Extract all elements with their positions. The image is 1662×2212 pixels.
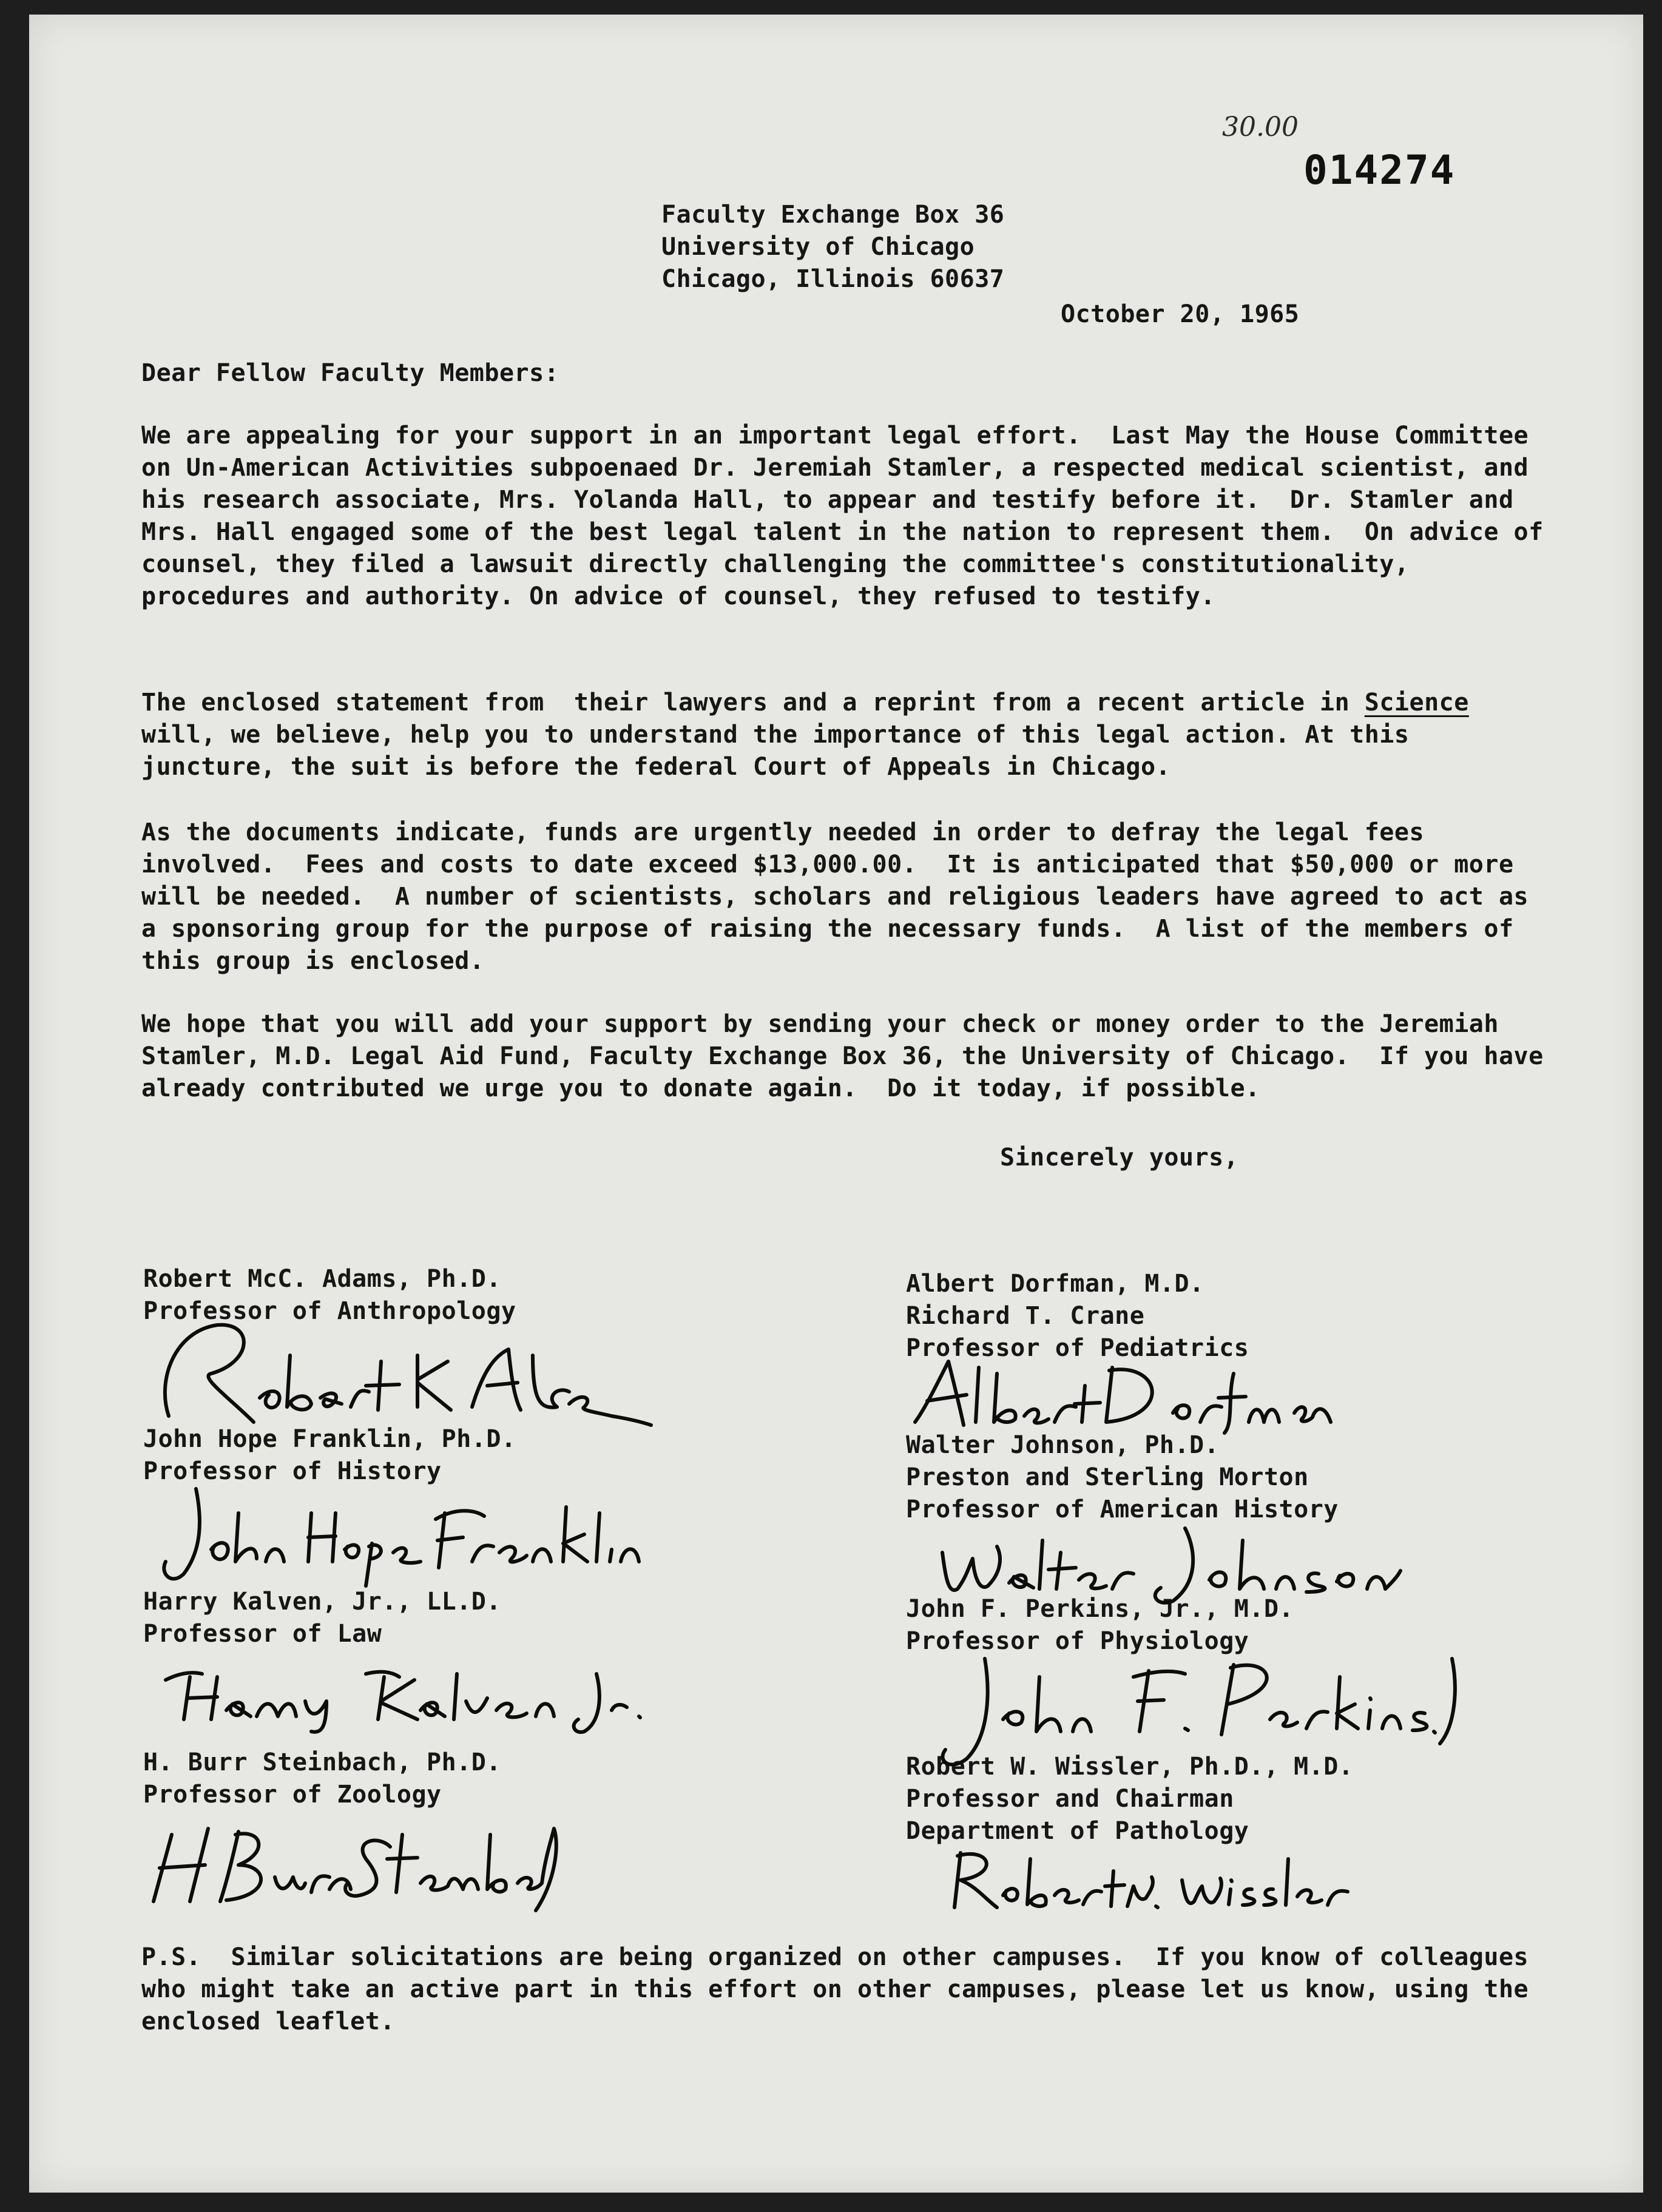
signatory-name-perkins: John F. Perkins, Jr., M.D. [906,1595,1294,1623]
paragraph-2 [141,687,1549,783]
paragraph-1: We are appealing for your support in an important legal effort. Last May the House Committee on Un-American Activities subpoenaed Dr. Jeremiah Stamler, a respected medical scientist, and his research associate, Mrs. Yolanda Hall, to appear and testify before it. Dr. Stamler and Mrs. Hall engaged some of the best legal talent in the nation to represent them. On advice of counsel, they filed a lawsuit directly challenging the committee's constitutionality, procedures and authority. On advice of counsel, they refused to testify. [141,422,1559,610]
document-number: 014274 [1303,147,1456,194]
signatory-title-kalven: Professor of Law [143,1620,382,1648]
signatory-title-dorfman-2: Professor of Pediatrics [906,1334,1249,1362]
signatory-name-wissler: Robert W. Wissler, Ph.D., M.D. [906,1753,1354,1781]
signatory-title-adams: Professor of Anthropology [143,1297,516,1325]
signatory-title-johnson-1: Preston and Sterling Morton [906,1463,1309,1491]
signatory-title-johnson-2: Professor of American History [906,1495,1339,1523]
signature-steinbach [147,1810,560,1914]
signatory-title-wissler-2: Department of Pathology [906,1817,1249,1845]
return-address-line1: Faculty Exchange Box 36 [661,201,1005,229]
science-journal-underlined: Science [1364,689,1469,717]
signature-dorfman [906,1349,1343,1434]
return-address-line2: University of Chicago [661,233,975,261]
signatory-title-franklin: Professor of History [143,1457,442,1485]
signatory-title-dorfman-1: Richard T. Crane [906,1302,1145,1330]
closing: Sincerely yours, [1000,1144,1239,1172]
signature-franklin [154,1477,651,1592]
handwritten-pencil-note: 30.00 [1222,112,1299,143]
letter-page [29,15,1643,2193]
signatory-title-wissler-1: Professor and Chairman [906,1785,1234,1813]
paragraph-3: As the documents indicate, funds are urgently needed in order to defray the legal fees involved. Fees and costs to date exceed $13,000.00. It is anticipated that $50,000 or more will be needed. A number of scientists, scholars and religious leaders have agreed to act as a sponsoring group for the purpose of raising the necessary funds. A list of the members of this group is enclosed. [141,818,1544,975]
signatory-name-kalven: Harry Kalven, Jr., LL.D. [143,1588,501,1616]
paragraph-4: We hope that you will add your support by sending your check or money order to the Jeremiah Stamler, M.D. Legal Aid Fund, Faculty Exchange Box 36, the University of Chicago. If you have already contributed we urge you to donate again. Do it today, if possible. [141,1010,1559,1102]
signatory-title-steinbach: Professor of Zoology [143,1781,442,1809]
signatory-name-franklin: John Hope Franklin, Ph.D. [143,1425,516,1453]
paragraph-2-after: will, we believe, help you to understand the importance of this legal action. At this juncture, the suit is before the federal Court of Appeals in Chicago. [141,689,1484,781]
letter-date: October 20, 1965 [1061,300,1300,328]
signatory-name-dorfman: Albert Dorfman, M.D. [906,1270,1204,1298]
signatory-name-steinbach: H. Burr Steinbach, Ph.D. [143,1748,501,1776]
signature-perkins [918,1647,1464,1774]
signature-kalven [160,1650,681,1735]
signature-johnson [930,1516,1404,1607]
signature-wissler [942,1841,1367,1920]
signatory-name-johnson: Walter Johnson, Ph.D. [906,1431,1220,1459]
paragraph-2-before: The enclosed statement from their lawyers and a reprint from a recent article in [141,689,1365,717]
postscript: P.S. Similar solicitations are being organized on other campuses. If you know of colleagues who might take an active part in this effort on other campuses, please let us know, using the enclosed leaflet. [141,1943,1544,2035]
signatory-name-adams: Robert McC. Adams, Ph.D. [143,1265,501,1293]
signature-adams [132,1307,654,1446]
salutation: Dear Fellow Faculty Members: [141,359,559,387]
signatory-title-perkins: Professor of Physiology [906,1627,1249,1655]
return-address-line3: Chicago, Illinois 60637 [661,265,1005,293]
